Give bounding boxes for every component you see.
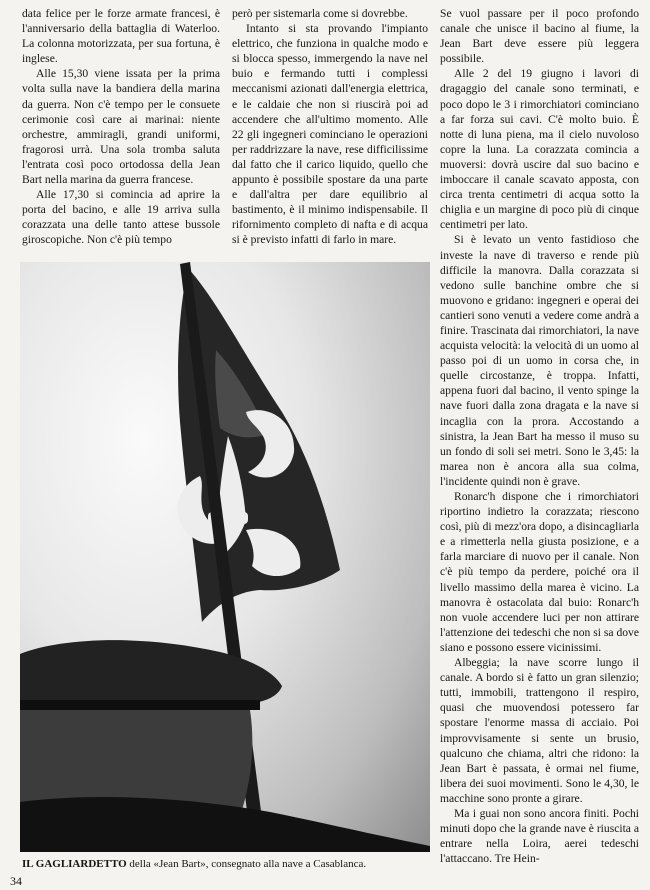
paragraph: data felice per le forze armate francesi, è l'anniversario della battaglia di Waterloo. La colonna motorizzata, per sua fortuna, è inglese. [22,7,220,66]
guidon-photo [20,262,430,852]
paragraph: Ronarc'h dispone che i rimorchiatori riportino indietro la corazzata; riescono così, più di mezz'ora dopo, a disincagliarla e a rimetterla nella giusta posizione, e a farla marciare di nuovo per il canale. Non c'è più tempo da perdere, poiché ora il livello massimo della marea è vicino. La manovra è ostacolata dal buio: Ronarc'h non vuole accendere luci per non attirare l'attenzione dei tedeschi che non si sa dove siano e possono essere vicinissimi. [440,490,639,654]
paragraph: Albeggia; la nave scorre lungo il canale. A bordo si è fatto un gran silenzio; tutti, immobili, trattengono il respiro, quasi che muovendosi potessero far spostare l'enorme massa di acciaio. Poi improvvisamente si sente un brusio, qualcuno che chiama, altri che ridono: la Jean Bart è passata, è ormai nel fiume, libera dei suoi movimenti. Sono le 4,30, le macchine sono pronte a girare. [440,656,639,805]
page-number: 34 [10,874,22,888]
text-column-right [440,6,639,868]
paragraph: Alle 15,30 viene issata per la prima volta sulla nave la bandiera della marina da guerra. Non c'è tempo per le consuete cerimonie così care ai marinai: niente orchestre, ammiragli, grandi uniformi, fragorosi urrà. Una sola tromba saluta l'entrata così poco ortodossa della Jean Bart nella marina da guerra francese. [22,67,220,187]
paragraph: Intanto si sta provando l'impianto elettrico, che funziona in qualche modo e si blocca spesso, immergendo la nave nel buio e fermando tutti i complessi meccanismi azionati dall'energia elettrica, e le caldaie che non si riuscirà poi ad accendere che all'ultimo momento. Alle 22 gli ingegneri cominciano le operazioni per raddrizzare la nave, rese difficilissime dal fatto che il carico liquido, quello che appunto è possibile spostare da una parte e dall'altra per dare equilibrio al bastimento, è il minimo indispensabile. Il rifornimento completo di nafta e di acqua si è previsto infatti di farlo in mare. [232,22,428,247]
paragraph: però per sistemarla come si dovrebbe. [232,7,408,20]
photo-caption [22,858,434,871]
paragraph: Se vuol passare per il poco profondo canale che unisce il bacino al fiume, la Jean Bart deve essere più leggera possibile. [440,7,639,66]
text-column-left [22,6,220,248]
caption-text: della «Jean Bart», consegnato alla nave a Casablanca. [129,858,367,870]
sailor-cap-icon [20,640,282,710]
caption-lead: IL GAGLIARDETTO [22,858,127,870]
paragraph: Si è levato un vento fastidioso che investe la nave di traverso e rende più difficile la manovra. Dalla corazzata si vedono sulle banchine ombre che si muovono e gridano: ingegneri e operai dei cantieri sono venuti a vedere come andrà a finire. Trascinata dai rimorchiatori, la nave acquista velocità: la velocità di un uomo al passo poi di un uomo in corsa che, in quelle circostanze, è troppa. Infatti, appena fuori dal bacino, il vento spinge la nave fuori dalla zona dragata e la nave si incaglia con la prora. Accostando a sinistra, la Jean Bart ha messo il muso su un fondo di soli sei metri. Sono le 3,45: la marea non è ancora alla sua colma, l'incidente quindi non è grave. [440,233,639,488]
paragraph: Alle 2 del 19 giugno i lavori di dragaggio del canale sono terminati, e poco dopo le 3 i rimorchiatori cominciano a far forza sui cavi. C'è molto buio. È notte di luna piena, ma il cielo nuvoloso copre la luna. La corazzata comincia a muoversi: dovrà uscire dal suo bacino e imboccare il canale scavato apposta, con circa trenta centimetri di acqua sotto la chiglia e un margine di poco più di cinque centimetri per lato. [440,67,639,232]
paragraph: Alle 17,30 si comincia ad aprire la porta del bacino, e alle 19 arriva sulla corazzata una delle tanto attese bussole giroscopiche. Non c'è più tempo [22,188,220,247]
paragraph: Ma i guai non sono ancora finiti. Pochi minuti dopo che la grande nave è riuscita a entrare nella Loira, aerei tedeschi l'attaccano. Tre Hein- [440,806,639,866]
text-column-middle [232,6,428,248]
